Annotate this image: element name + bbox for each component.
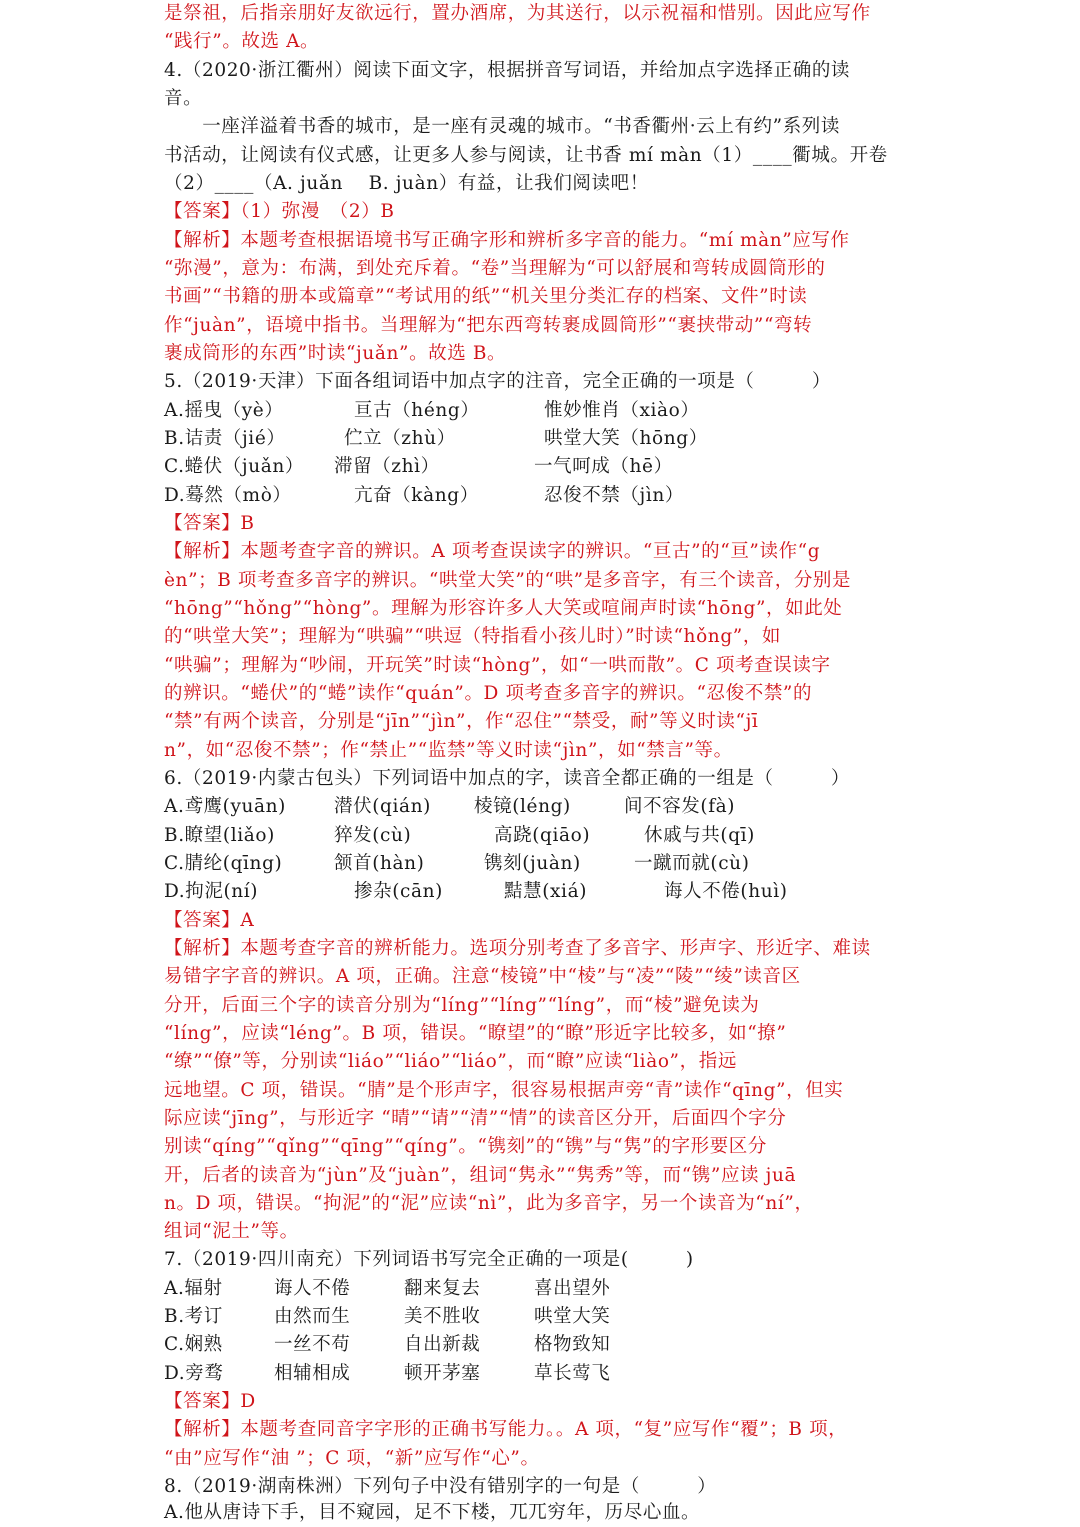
analysis-text: 本题考查同音字字形的正确书写能力。。A 项，“复”应写作“覆”；B 项， (240, 1419, 848, 1440)
q6-answer (164, 907, 254, 935)
option-word: 亘古（héng） (354, 400, 480, 421)
option-word: A.摇曳（yè） (164, 400, 284, 421)
option-word: D.拘泥(ní) (164, 881, 259, 902)
q6-analysis-line: “缭”“僚”等，分别读“liáo”“liáo”“liáo”，而“瞭”应读“liào”，指远 (164, 1051, 737, 1072)
option-word: 一丝不苟 (274, 1334, 351, 1355)
q5-analysis-line: n”，如“忍俊不禁”；作“禁止”“监禁”等义时读“jìn”，如“禁言”等。 (164, 740, 733, 761)
option-word: 由然而生 (274, 1306, 351, 1327)
analysis-tag: 【解析】 (164, 230, 241, 251)
option-word: 颔首(hàn) (334, 853, 425, 874)
q4-analysis-line (164, 227, 850, 255)
q4-analysis-line: “弥漫”，意为：布满，到处充斥着。“卷”当理解为“可以舒展和弯转成圆筒形的 (164, 258, 826, 279)
q7-stem: 7.（2019·四川南充）下列词语书写完全正确的一项是( ) (164, 1249, 694, 1270)
option-word: B.瞭望(liǎo) (164, 825, 275, 846)
analysis-text: 本题考查字音的辨识。A 项考查误读字的辨识。“亘古”的“亘”读作“g (240, 541, 821, 562)
q6-stem: 6.（2019·内蒙古包头）下列词语中加点的字，读音全都正确的一组是（ ） (164, 768, 851, 789)
q4-stem-line: 4.（2020·浙江衢州）阅读下面文字，根据拼音写词语，并给加点字选择正确的读 (164, 60, 851, 81)
option-word: 顿开茅塞 (404, 1363, 481, 1384)
q8-stem: 8.（2019·湖南株洲）下列句子中没有错别字的一句是（ ） (164, 1476, 717, 1497)
q4-stem-line: 音。 (164, 88, 203, 109)
q6-analysis-line: 组词“泥土”等。 (164, 1221, 299, 1242)
q4-analysis-line: 作“juàn”，语境中指书。当理解为“把东西弯转裹成圆筒形”“裹挟带动”“弯转 (164, 315, 813, 336)
q6-analysis-line: 易错字字音的辨识。A 项，正确。注意“棱镜”中“棱”与“凌”“陵”“绫”读音区 (164, 966, 801, 987)
answer-value: A (240, 910, 255, 931)
answer-value: B (240, 513, 255, 534)
option-word: D.旁骛 (164, 1363, 224, 1384)
analysis-line: 是祭祖，后指亲朋好友欲远行，置办酒席，为其送行，以示祝福和惜别。因此应写作 (164, 3, 871, 24)
option-word: 哄堂大笑 (534, 1306, 611, 1327)
option-word: 一气呵成（hē） (534, 456, 673, 477)
q6-analysis-line: 别读“qíng”“qǐng”“qīng”“qíng”。“镌刻”的“镌”与“隽”的字形要区分 (164, 1136, 767, 1157)
q6-analysis-line (164, 935, 871, 963)
option-word: C.腈纶(qīng) (164, 853, 283, 874)
answer-tag: 【答案】 (164, 201, 241, 222)
q6-analysis-line: n。D 项，错误。“拘泥”的“泥”应读“nì”，此为多音字，另一个读音为“ní”， (164, 1193, 814, 1214)
option-word: 诲人不倦(huì) (664, 881, 788, 902)
answer-tag: 【答案】 (164, 513, 241, 534)
answer-tag: 【答案】 (164, 1391, 241, 1412)
q5-stem: 5.（2019·天津）下面各组词语中加点字的注音，完全正确的一项是（ ） (164, 371, 831, 392)
option-word: A.辐射 (164, 1278, 223, 1299)
q5-analysis-line: “hōng”“hǒng”“hòng”。理解为形容许多人大笑或喧闹声时读“hōng”，如此处 (164, 598, 843, 619)
option-word: 休戚与共(qī) (644, 825, 755, 846)
option-word: 草长莺飞 (534, 1363, 611, 1384)
q4-passage-line: 书活动，让阅读有仪式感，让更多人参与阅读，让书香 mí màn（1）____衢城。开卷 (164, 145, 888, 166)
option-word: 诲人不倦 (274, 1278, 351, 1299)
q4-passage-line: 一座洋溢着书香的城市，是一座有灵魂的城市。“书香衢州·云上有约”系列读 (164, 116, 840, 137)
option-word: 一蹴而就(cù) (634, 853, 750, 874)
analysis-text: 本题考查根据语境书写正确字形和辨析多字音的能力。“mí màn”应写作 (240, 230, 850, 251)
answer-value: （1）弥漫 （2）B (240, 201, 395, 222)
answer-value: D (240, 1391, 256, 1412)
q8-option-a: A.他从唐诗下手，目不窥园，足不下楼，兀兀穷年，历尽心血。 (164, 1502, 701, 1523)
option-word: 忍俊不禁（jìn） (544, 485, 684, 506)
option-word: 自出新裁 (404, 1334, 481, 1355)
option-word: 潜伏(qián) (334, 796, 431, 817)
q6-analysis-line: 开，后者的读音为“jùn”及“juàn”，组词“隽永”“隽秀”等，而“镌”应读 juā (164, 1165, 797, 1186)
analysis-text: 本题考查字音的辨析能力。选项分别考查了多音字、形声字、形近字、难读 (240, 938, 871, 959)
option-word: C.蜷伏（juǎn） (164, 456, 304, 477)
option-word: 哄堂大笑（hōng） (544, 428, 708, 449)
option-word: D.蓦然（mò） (164, 485, 292, 506)
q7-answer (164, 1388, 256, 1416)
q5-analysis-line: 的辨识。“蜷伏”的“蜷”读作“quán”。D 项考查多音字的辨识。“忍俊不禁”的 (164, 683, 813, 704)
option-word: 喜出望外 (534, 1278, 611, 1299)
q7-analysis-line (164, 1416, 847, 1444)
option-word: 滞留（zhì） (334, 456, 440, 477)
q4-analysis-line: 裹成筒形的东西”时读“juǎn”。故选 B。 (164, 343, 507, 364)
option-word: 亢奋（kàng） (354, 485, 479, 506)
q4-answer (164, 198, 395, 226)
option-word: 高跷(qiāo) (494, 825, 591, 846)
option-word: 棱镜(léng) (474, 796, 571, 817)
analysis-tag: 【解析】 (164, 1419, 241, 1440)
option-word: 美不胜收 (404, 1306, 481, 1327)
q6-analysis-line: 远地望。C 项，错误。“腈”是个形声字，很容易根据声旁“青”读作“qīng”，但实 (164, 1080, 844, 1101)
option-word: A.鸢鹰(yuān) (164, 796, 286, 817)
q5-analysis-line: èn”；B 项考查多音字的辨识。“哄堂大笑”的“哄”是多音字，有三个读音，分别是 (164, 570, 852, 591)
option-word: 格物致知 (534, 1334, 611, 1355)
option-word: 相辅相成 (274, 1363, 351, 1384)
option-word: 黠慧(xiá) (504, 881, 588, 902)
q4-passage-line: （2）____（A. juǎn B. juàn）有益，让我们阅读吧！ (164, 173, 649, 194)
option-word: C.娴熟 (164, 1334, 223, 1355)
analysis-tag: 【解析】 (164, 938, 241, 959)
option-word: 掺杂(cān) (354, 881, 443, 902)
q5-analysis-line: 的“哄堂大笑”；理解为“哄骗”“哄逗（特指看小孩儿时）”时读“hǒng”，如 (164, 626, 782, 647)
q4-analysis-line: 书画”“书籍的册本或篇章”“考试用的纸”“机关里分类汇存的档案、文件”时读 (164, 286, 808, 307)
q5-analysis-line (164, 538, 820, 566)
answer-tag: 【答案】 (164, 910, 241, 931)
q6-analysis-line: 际应读“jīng”，与形近字 “晴”“请”“清”“情”的读音区分开，后面四个字分 (164, 1108, 787, 1129)
option-word: 伫立（zhù） (344, 428, 456, 449)
option-word: 镌刻(juàn) (484, 853, 581, 874)
option-word: 惟妙惟肖（xiào） (544, 400, 700, 421)
q5-analysis-line: “禁”有两个读音，分别是“jīn”“jìn”，作“忍住”“禁受，耐”等义时读“jī (164, 711, 759, 732)
option-word: 翻来复去 (404, 1278, 481, 1299)
option-word: 间不容发(fà) (624, 796, 736, 817)
option-word: B.诘责（jié） (164, 428, 286, 449)
q5-answer (164, 510, 255, 538)
q6-analysis-line: “líng”，应读“léng”。B 项，错误。“瞭望”的“瞭”形近字比较多，如“撩” (164, 1023, 787, 1044)
q7-analysis-line: “由”应写作“油 ”；C 项，“新”应写作“心”。 (164, 1448, 540, 1469)
option-word: 猝发(cù) (334, 825, 412, 846)
analysis-line: “践行”。故选 A。 (164, 31, 320, 52)
option-word: B.考订 (164, 1306, 223, 1327)
analysis-tag: 【解析】 (164, 541, 241, 562)
q5-analysis-line: “哄骗”；理解为“吵闹，开玩笑”时读“hòng”，如“一哄而散”。C 项考查误读字 (164, 655, 831, 676)
q6-analysis-line: 分开，后面三个字的读音分别为“líng”“líng”“líng”，而“棱”避免读为 (164, 995, 760, 1016)
